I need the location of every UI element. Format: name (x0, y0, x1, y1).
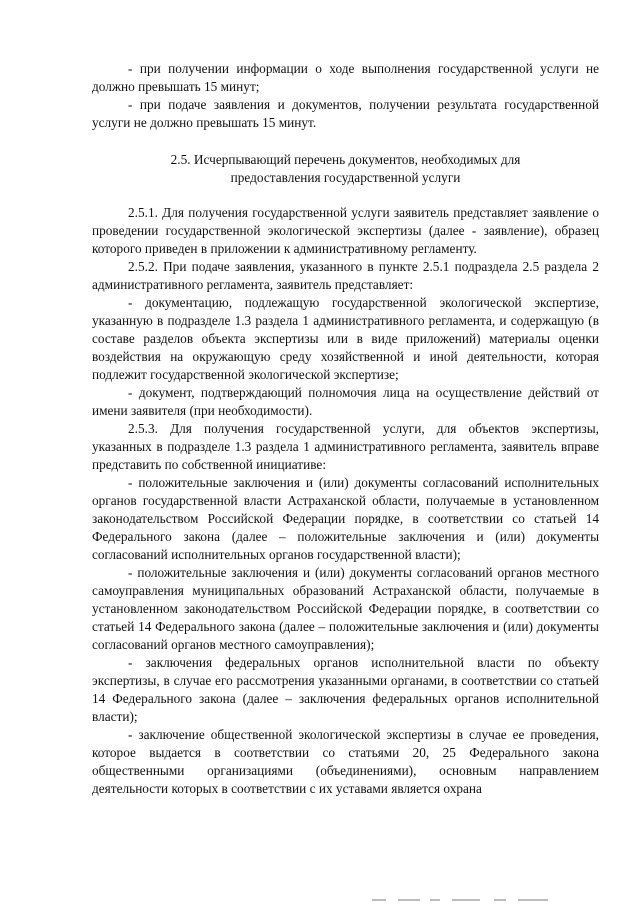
paragraph: - заключение общественной экологической экспертизы в случае ее проведения, которое выдается в соответствии со статьями 20, 25 Федерального закона общественными организациями (объединениями), основным направлением деятельности которых в соответствии с их уставами является охрана (92, 727, 599, 796)
intro-list (92, 60, 599, 132)
section-heading-line: предоставления государственной услуги (230, 170, 461, 185)
scan-artifact (398, 899, 420, 901)
paragraph: - документ, подтверждающий полномочия лица на осуществление действий от имени заявителя (при необходимости). (92, 385, 599, 418)
section-body (92, 204, 599, 798)
paragraph: 2.5.2. При подаче заявления, указанного в пункте 2.5.1 подраздела 2.5 раздела 2 административного регламента, заявитель представляет: (92, 259, 599, 292)
section-heading-line: 2.5. Исчерпывающий перечень документов, необходимых для (170, 152, 521, 167)
paragraph: - документацию, подлежащую государственной экологической экспертизе, указанную в подразделе 1.3 раздела 1 административного регламента, и содержащую (в составе разделов объекта экспертизы или в виде приложений) материалы оценки воздействия на окружающую среду хозяйственной и иной деятельности, которая подлежит государственной экологической экспертизе; (92, 295, 599, 382)
paragraph: - положительные заключения и (или) документы согласований исполнительных органов государственной власти Астраханской области, получаемые в установленном законодательством Российской Федерации порядке, в соответствии со статьей 14 Федерального закона (далее – положительные заключения и (или) документы согласований исполнительных органов государственной власти); (92, 475, 599, 562)
scan-artifact (518, 899, 548, 901)
paragraph: - заключения федеральных органов исполнительной власти по объекту экспертизы, в случае его рассмотрения указанными органами, в соответствии со статьей 14 Федерального закона (далее – заключения федеральных органов исполнительной власти); (92, 655, 599, 724)
paragraph: 2.5.3. Для получения государственной услуги, для объектов экспертизы, указанных в подразделе 1.3 раздела 1 административного регламента, заявитель вправе представить по собственной инициативе: (92, 421, 599, 472)
paragraph: - положительные заключения и (или) документы согласований органов местного самоуправления муниципальных образований Астраханской области, получаемые в установленном законодательством Российской Федерации порядке, в соответствии со статьей 14 Федерального закона (далее – положительные заключения и (или) документы согласований органов местного самоуправления); (92, 565, 599, 652)
intro-item: - при получении информации о ходе выполнения государственной услуги не должно превышать 15 минут; (92, 61, 599, 94)
paragraph: 2.5.1. Для получения государственной услуги заявитель представляет заявление о проведении государственной экологической экспертизы (далее - заявление), образец которого приведен в приложении к административному регламенту. (92, 205, 599, 256)
scan-artifact (452, 899, 480, 901)
scan-artifact (430, 899, 440, 901)
scan-artifact (372, 899, 386, 901)
scan-artifact (494, 899, 506, 901)
section-heading (92, 151, 599, 187)
intro-item: - при подаче заявления и документов, получении результата государственной услуги не должно превышать 15 минут. (92, 97, 599, 130)
